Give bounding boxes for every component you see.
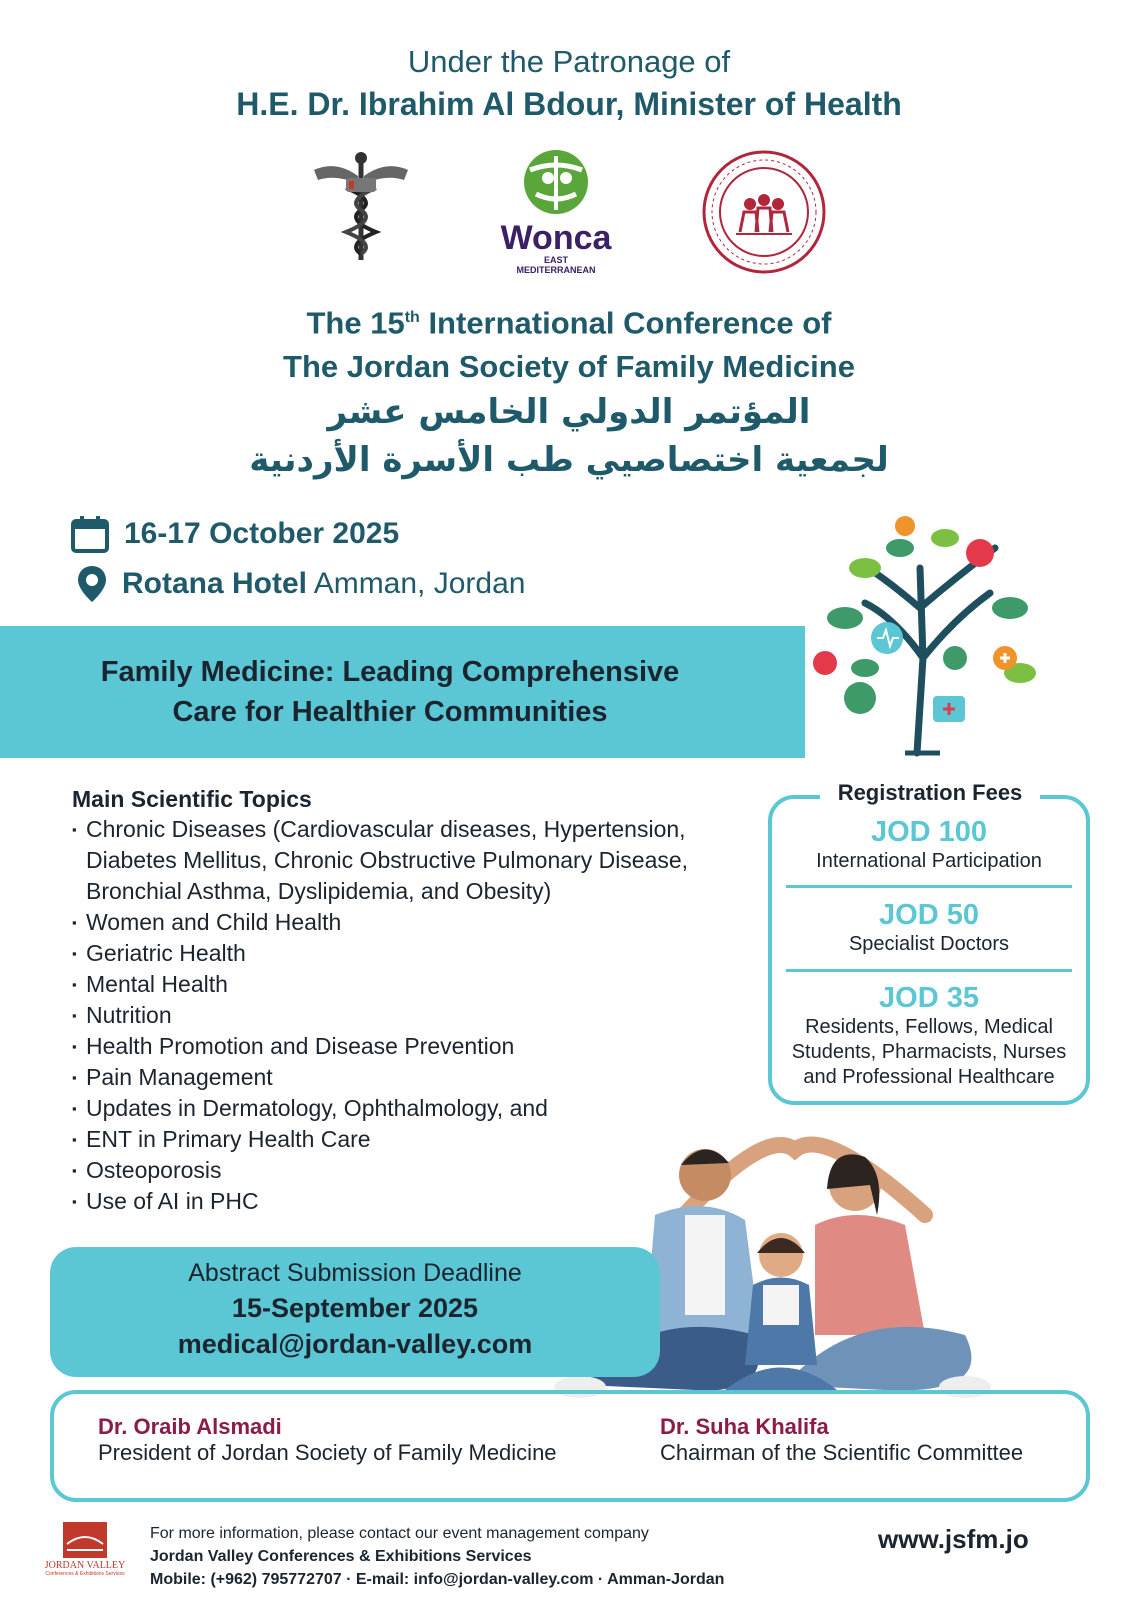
signatory-name: Dr. Oraib Alsmadi xyxy=(98,1414,282,1439)
fee-description: Specialist Doctors xyxy=(848,933,1010,955)
signatory-role: President of Jordan Society of Family Medicine xyxy=(98,1440,557,1465)
event-date-row xyxy=(70,512,399,556)
theme-line1: Family Medicine: Leading Comprehensive xyxy=(100,656,680,688)
wonca-sub1: EAST xyxy=(543,255,568,265)
event-city: Amman, Jordan xyxy=(307,567,526,600)
abstract-email-link[interactable]: medical@jordan-valley.com xyxy=(177,1329,533,1359)
arabic-title xyxy=(0,388,1138,484)
abstract-label: Abstract Submission Deadline xyxy=(188,1259,522,1287)
topic-item: ▪ Osteoporosis xyxy=(72,1155,762,1186)
ministry-caduceus-logo xyxy=(306,148,416,263)
wonca-globe-icon xyxy=(496,148,616,218)
jordan-valley-logo-text: JORDAN VALLEY xyxy=(44,1560,126,1571)
topic-item: ▪ Pain Management xyxy=(72,1062,762,1093)
topic-item: ▪ Women and Child Health xyxy=(72,907,762,938)
fees-title: Registration Fees xyxy=(820,780,1040,806)
health-tree-illustration xyxy=(805,508,1055,758)
arabic-title-line2: لجمعية اختصاصيي طب الأسرة الأردنية xyxy=(249,440,889,480)
topic-item: ▪ Mental Health xyxy=(72,969,762,1000)
conference-title-pre: The 15 xyxy=(306,305,405,341)
fee-item-specialist xyxy=(772,898,1086,957)
contact-details: Mobile: (+962) 795772707 · E-mail: info@jordan-valley.com · Amman-Jordan xyxy=(150,1571,725,1588)
jsfm-seal-logo xyxy=(700,148,828,276)
jordan-valley-mark-icon xyxy=(63,1522,107,1558)
company-name: Jordan Valley Conferences & Exhibitions Services xyxy=(150,1548,532,1565)
fee-divider xyxy=(786,969,1072,972)
theme-text xyxy=(0,652,780,732)
theme-line2: Care for Healthier Communities xyxy=(172,696,608,728)
abstract-deadline: 15-September 2025 xyxy=(231,1293,479,1323)
signatory-president xyxy=(98,1414,557,1466)
fee-divider xyxy=(786,885,1072,888)
location-pin-icon xyxy=(76,564,108,604)
topic-item: ▪ Nutrition xyxy=(72,1000,762,1031)
jordan-valley-logo xyxy=(40,1522,130,1577)
fee-description: Residents, Fellows, Medical Students, Pharmacists, Nurses and Professional Healthcare xyxy=(791,1016,1067,1088)
website-link[interactable]: www.jsfm.jo xyxy=(878,1524,1029,1554)
fee-description: International Participation xyxy=(816,850,1042,872)
topic-item: ▪ Updates in Dermatology, Ophthalmology, and xyxy=(72,1093,762,1124)
conference-title xyxy=(0,296,1138,389)
conference-title-sup: th xyxy=(404,309,420,326)
fee-amount: JOD 100 xyxy=(870,816,988,848)
fee-item-residents xyxy=(772,981,1086,1090)
calendar-icon xyxy=(70,514,110,554)
fee-amount: JOD 50 xyxy=(879,899,979,931)
fee-item-international xyxy=(772,815,1086,874)
signatory-name: Dr. Suha Khalifa xyxy=(660,1414,829,1439)
wonca-sub2: MEDITERRANEAN xyxy=(516,265,596,275)
topic-item: ▪ Health Promotion and Disease Prevention xyxy=(72,1031,762,1062)
topic-item: ▪ Use of AI in PHC xyxy=(72,1186,762,1217)
contact-intro: For more information, please contact our event management company xyxy=(150,1525,649,1542)
signatory-role: Chairman of the Scientific Committee xyxy=(660,1440,1024,1465)
patronage-heading: Under the Patronage of xyxy=(407,44,731,79)
wonca-logo xyxy=(496,148,616,273)
topics-title: Main Scientific Topics xyxy=(72,786,312,812)
wonca-name: Wonca xyxy=(500,219,612,257)
contact-info xyxy=(150,1522,724,1591)
signatory-chairman xyxy=(660,1414,1023,1466)
topic-item: ▪ Geriatric Health xyxy=(72,938,762,969)
arabic-title-line1: المؤتمر الدولي الخامس عشر xyxy=(327,392,811,432)
conference-title-line2: The Jordan Society of Family Medicine xyxy=(283,349,855,385)
event-location-row xyxy=(76,562,525,606)
jordan-valley-logo-sub: Conferences & Exhibitions Services xyxy=(45,1571,125,1577)
fee-amount: JOD 35 xyxy=(879,982,979,1014)
topic-item: ▪ Chronic Diseases (Cardiovascular diseases, Hypertension, Diabetes Mellitus, Chronic Obstructive Pulmonary Disease, Bronchial Asthma, Dyslipidemia, and Obesity) xyxy=(72,814,762,907)
event-date: 16-17 October 2025 xyxy=(124,517,400,550)
conference-title-post: International Conference of xyxy=(419,305,832,341)
patron-name: H.E. Dr. Ibrahim Al Bdour, Minister of Health xyxy=(236,86,902,122)
event-venue: Rotana Hotel xyxy=(122,567,308,600)
topic-item: ▪ ENT in Primary Health Care xyxy=(72,1124,762,1155)
